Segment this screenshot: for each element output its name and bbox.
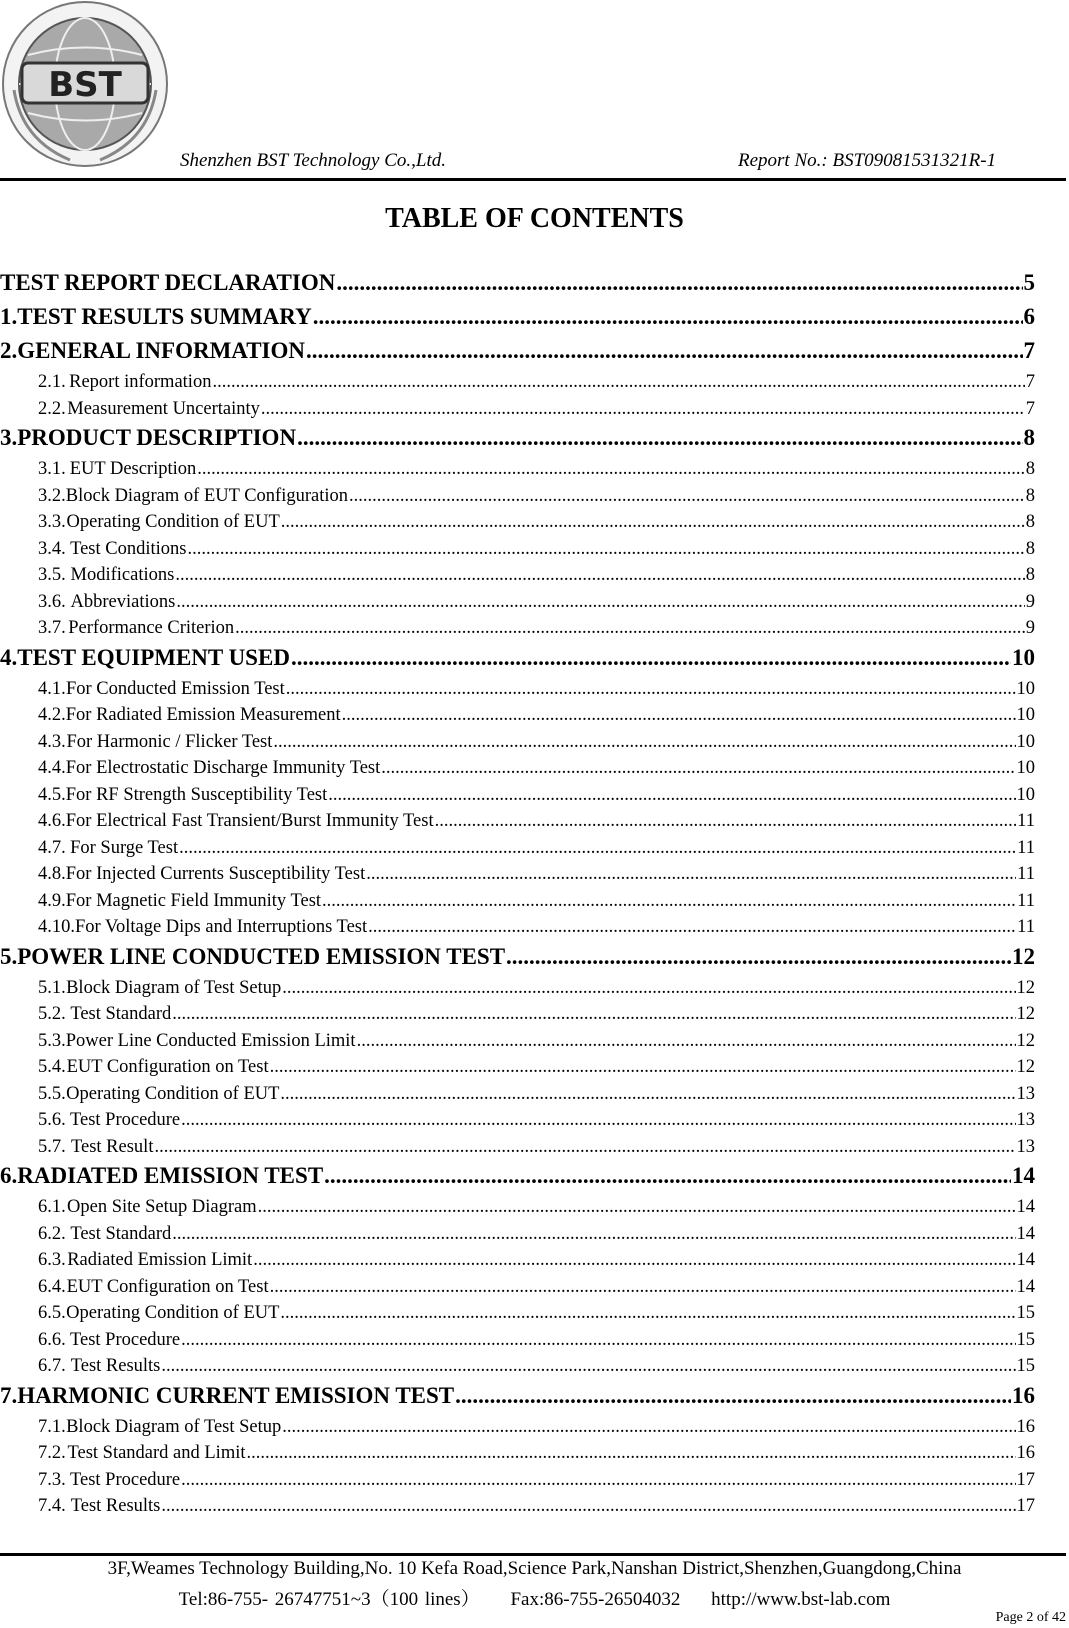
toc-leader	[435, 811, 1017, 832]
toc-text: For Harmonic / Flicker Test	[66, 731, 273, 752]
toc-leader	[280, 1084, 1015, 1105]
toc-leader	[172, 1224, 1015, 1245]
toc-text: For Electrical Fast Transient/Burst Immunity Test	[65, 811, 434, 831]
toc-entry[interactable]	[0, 917, 1035, 944]
toc-leader	[175, 565, 1024, 586]
toc-text: Test Procedure	[69, 1329, 181, 1350]
toc-text: Radiated Emission Limit	[67, 1250, 253, 1270]
toc-number: 4.1.	[38, 678, 66, 699]
toc-number: 2.2.	[38, 398, 66, 419]
toc-leader	[280, 1303, 1015, 1324]
toc-entry[interactable]	[0, 338, 1035, 372]
toc-text: POWER LINE CONDUCTED EMISSION TEST	[17, 943, 506, 969]
toc-number: 3.2.	[38, 485, 66, 506]
toc-entry[interactable]	[0, 399, 1035, 426]
toc-entry[interactable]	[0, 425, 1035, 459]
toc-number: 3.7.	[38, 618, 66, 638]
toc-text: Abbreviations	[70, 591, 176, 612]
toc-text: Test Conditions	[70, 538, 187, 559]
toc-leader	[247, 1443, 1016, 1464]
toc-leader	[282, 1417, 1015, 1438]
toc-text: Report information	[69, 372, 212, 392]
toc-page: 5	[1023, 270, 1035, 295]
toc-page: 14	[1016, 1250, 1035, 1270]
toc-page: 7	[1025, 398, 1035, 419]
toc-leader	[297, 425, 1022, 451]
toc-entry[interactable]	[0, 1031, 1035, 1058]
toc-page: 8	[1025, 485, 1035, 506]
toc-entry[interactable]	[0, 1417, 1035, 1444]
toc-number: 3.3.	[38, 512, 66, 532]
company-name: Shenzhen BST Technology Co.,Ltd.	[180, 150, 447, 171]
toc-page: 13	[1016, 1110, 1035, 1130]
toc-entry[interactable]	[0, 732, 1035, 759]
toc-entry[interactable]	[0, 705, 1035, 732]
toc-page: 16	[1012, 1382, 1035, 1408]
toc-leader	[322, 891, 1016, 912]
toc-page: 12	[1016, 977, 1035, 998]
toc-page: 10	[1016, 678, 1035, 699]
toc-number: 3.1.	[38, 459, 66, 479]
toc-page: 10	[1016, 731, 1035, 752]
toc-entry[interactable]	[0, 1057, 1035, 1084]
toc-page: 13	[1016, 1083, 1035, 1104]
toc-number: 7.2.	[38, 1443, 66, 1463]
toc-text: HARMONIC CURRENT EMISSION TEST	[17, 1382, 455, 1408]
toc-number: 1.	[0, 304, 18, 329]
toc-number: 5.6.	[38, 1110, 66, 1130]
toc-number: 6.3.	[38, 1250, 66, 1270]
toc-text: For Electrostatic Discharge Immunity Test	[65, 758, 381, 778]
toc-number: 7.1.	[38, 1416, 66, 1437]
toc-leader	[324, 1163, 1011, 1189]
toc-entry[interactable]	[0, 1356, 1035, 1383]
toc-page: 16	[1016, 1416, 1035, 1437]
toc-leader	[172, 1004, 1015, 1025]
toc-number: 5.3.	[38, 1030, 66, 1051]
toc-entry[interactable]	[0, 618, 1035, 645]
toc-text: For Conducted Emission Test	[65, 678, 285, 699]
toc-page: 15	[1016, 1356, 1035, 1376]
toc-page: 11	[1017, 837, 1035, 858]
toc-page: 11	[1017, 811, 1035, 831]
toc-entry[interactable]	[0, 645, 1035, 679]
toc-number: 4.5.	[38, 784, 66, 805]
toc-entry[interactable]	[0, 372, 1035, 399]
footer-tel: Tel:86-755- 26747751~3（100 lines）	[178, 1589, 480, 1610]
toc-number: 5.2.	[38, 1004, 66, 1024]
toc-entry[interactable]	[0, 512, 1035, 539]
toc-text: Open Site Setup Diagram	[67, 1197, 257, 1217]
toc-leader	[258, 1197, 1016, 1218]
toc-leader	[235, 618, 1025, 639]
toc-page: 12	[1016, 1030, 1035, 1051]
toc-leader	[181, 1330, 1015, 1351]
toc-entry[interactable]	[0, 891, 1035, 918]
toc-leader	[282, 978, 1015, 999]
toc-page: 10	[1016, 784, 1035, 805]
toc-page: 13	[1016, 1136, 1035, 1157]
toc-leader	[455, 1383, 1011, 1409]
toc-page: 9	[1025, 618, 1035, 638]
toc-text: TEST EQUIPMENT USED	[17, 644, 290, 670]
toc-leader	[270, 1057, 1016, 1078]
toc-entry[interactable]	[0, 565, 1035, 592]
footer-rule	[0, 1553, 1066, 1556]
toc-text: Operating Condition of EUT	[66, 1303, 280, 1323]
toc-entry[interactable]	[0, 304, 1035, 338]
toc-page: 17	[1016, 1496, 1035, 1516]
toc-page: 8	[1025, 459, 1035, 479]
toc-entry[interactable]	[0, 811, 1035, 838]
toc-page: 10	[1016, 705, 1035, 725]
toc-entry[interactable]	[0, 864, 1035, 891]
toc-text: Operating Condition of EUT	[66, 1083, 280, 1104]
toc-entry[interactable]	[0, 539, 1035, 566]
toc-number: 3.6.	[38, 591, 66, 612]
toc-page: 11	[1017, 864, 1035, 884]
toc-leader	[286, 679, 1016, 700]
toc-text: Modifications	[70, 565, 175, 585]
toc-page: 12	[1012, 943, 1035, 969]
toc-page: 11	[1017, 890, 1035, 911]
toc-page: 14	[1012, 1163, 1035, 1188]
toc-page: 16	[1016, 1443, 1035, 1463]
toc-text: TEST RESULTS SUMMARY	[17, 304, 312, 329]
toc-text: For Injected Currents Susceptibility Test	[65, 864, 366, 884]
toc-text: Test Procedure	[69, 1110, 181, 1130]
report-number: Report No.: BST09081531321R-1	[738, 150, 997, 171]
toc-leader	[306, 338, 1023, 364]
toc-number: 4.7.	[38, 837, 66, 858]
toc-number: 4.3.	[38, 731, 66, 752]
toc-leader	[181, 1470, 1015, 1491]
toc-entry[interactable]	[0, 1277, 1035, 1304]
toc-leader	[368, 917, 1016, 938]
toc-page: 14	[1016, 1197, 1035, 1217]
toc-text: Test Procedure	[69, 1469, 181, 1490]
toc-page: 14	[1016, 1223, 1035, 1244]
toc-text: EUT Description	[69, 459, 197, 479]
toc-leader	[349, 486, 1025, 507]
toc-leader	[154, 1137, 1015, 1158]
toc-number: 4.6.	[38, 811, 66, 831]
toc-entry[interactable]	[0, 592, 1035, 619]
toc-leader	[357, 1031, 1016, 1052]
toc-leader	[366, 864, 1016, 885]
toc-number: 5.4.	[38, 1057, 66, 1077]
toc-page: 10	[1016, 758, 1035, 778]
toc-text: EUT Configuration on Test	[66, 1276, 269, 1297]
toc-leader	[506, 944, 1011, 970]
toc-entry[interactable]	[0, 1197, 1035, 1224]
toc-entry[interactable]	[0, 838, 1035, 865]
toc-leader	[281, 512, 1025, 533]
toc-leader	[270, 1277, 1016, 1298]
toc-page: 15	[1016, 1329, 1035, 1350]
header-rule	[0, 178, 1066, 181]
page-number: Page 2 of 42	[995, 1610, 1066, 1625]
toc-number: 4.10.	[38, 917, 75, 937]
toc-text: Performance Criterion	[68, 618, 235, 638]
toc-text: Measurement Uncertainty	[67, 398, 260, 419]
toc-text: Test Standard	[70, 1004, 172, 1024]
toc-leader	[179, 838, 1016, 859]
toc-leader	[253, 1250, 1015, 1271]
toc-entry[interactable]	[0, 1084, 1035, 1111]
toc-text: Test Standard	[70, 1223, 172, 1244]
toc-number: 6.7.	[38, 1356, 66, 1376]
toc-number: 6.2.	[38, 1223, 66, 1244]
toc-text: GENERAL INFORMATION	[17, 338, 305, 363]
toc-number: 2.1.	[38, 372, 66, 392]
toc-entry[interactable]	[0, 1330, 1035, 1357]
toc-entry[interactable]	[0, 270, 1035, 304]
toc-number: 5.	[0, 943, 18, 969]
toc-text: Block Diagram of Test Setup	[66, 1416, 282, 1437]
toc-leader	[273, 732, 1015, 753]
toc-leader	[161, 1356, 1015, 1377]
toc-entry[interactable]	[0, 679, 1035, 706]
toc-leader	[212, 372, 1024, 393]
toc-leader	[342, 705, 1016, 726]
logo-text: BST	[48, 65, 122, 105]
toc-text: For Surge Test	[70, 837, 179, 858]
toc-entry[interactable]	[0, 944, 1035, 978]
footer-contact	[0, 1584, 1069, 1611]
toc-text: Block Diagram of EUT Configuration	[65, 485, 348, 506]
toc-entry[interactable]	[0, 978, 1035, 1005]
toc-page: 11	[1017, 917, 1035, 937]
toc-leader	[161, 1496, 1015, 1517]
toc-number: 4.8.	[38, 864, 66, 884]
toc-number: 4.4.	[38, 758, 66, 778]
toc-entry[interactable]	[0, 459, 1035, 486]
toc-page: 12	[1016, 1004, 1035, 1024]
toc-leader	[313, 304, 1023, 330]
toc-number: 6.1.	[38, 1197, 66, 1217]
toc-page: 15	[1016, 1303, 1035, 1323]
toc-page: 7	[1025, 372, 1035, 392]
bst-logo	[0, 0, 170, 170]
toc-entry[interactable]	[0, 1250, 1035, 1277]
toc-entry[interactable]	[0, 1470, 1035, 1497]
footer-fax: Fax:86-755-26504032	[510, 1589, 681, 1610]
toc-page: 10	[1012, 644, 1035, 670]
toc-page: 9	[1025, 591, 1035, 612]
toc-text: PRODUCT DESCRIPTION	[17, 425, 297, 450]
toc-text: Power Line Conducted Emission Limit	[65, 1030, 356, 1051]
toc-number: 5.5.	[38, 1083, 66, 1104]
toc-number: 7.	[0, 1382, 18, 1408]
toc-text: Test Standard and Limit	[67, 1443, 246, 1463]
toc-text: TEST REPORT DECLARATION	[0, 270, 336, 295]
toc-entry[interactable]	[0, 785, 1035, 812]
toc-entry[interactable]	[0, 1004, 1035, 1031]
toc-entry[interactable]	[0, 1224, 1035, 1251]
toc-text: For Magnetic Field Immunity Test	[65, 890, 322, 911]
toc-number: 2.	[0, 338, 18, 363]
toc-page: 6	[1023, 304, 1035, 329]
toc-number: 4.	[0, 644, 18, 670]
toc-entry[interactable]	[0, 1383, 1035, 1417]
toc-text: Test Results	[70, 1496, 161, 1516]
toc-entry[interactable]	[0, 1303, 1035, 1330]
page-title: TABLE OF CONTENTS	[385, 203, 684, 234]
toc-entry[interactable]	[0, 1496, 1035, 1523]
toc-page: 8	[1025, 512, 1035, 532]
toc-page: 14	[1016, 1276, 1035, 1297]
toc-entry[interactable]	[0, 1163, 1035, 1197]
toc-leader	[336, 270, 1022, 296]
toc-text: For Radiated Emission Measurement	[65, 705, 341, 725]
toc-leader	[291, 645, 1011, 671]
toc-leader	[181, 1110, 1015, 1131]
toc-text: Block Diagram of Test Setup	[66, 977, 282, 998]
toc-text: RADIATED EMISSION TEST	[17, 1163, 324, 1188]
toc-number: 7.3.	[38, 1469, 66, 1490]
toc-number: 3.	[0, 425, 18, 450]
toc-entry[interactable]	[0, 1110, 1035, 1137]
toc-page: 7	[1023, 338, 1035, 363]
toc-number: 6.4.	[38, 1276, 66, 1297]
toc-text: EUT Configuration on Test	[66, 1057, 269, 1077]
toc-leader	[197, 459, 1024, 480]
toc-text: For Voltage Dips and Interruptions Test	[75, 917, 368, 937]
footer-address: 3F,Weames Technology Building,No. 10 Kefa Road,Science Park,Nanshan District,Shenzhen,Guangdong,China	[107, 1558, 962, 1579]
toc-number: 6.5.	[38, 1303, 66, 1323]
toc-entry[interactable]	[0, 758, 1035, 785]
toc-leader	[381, 758, 1015, 779]
toc-entry[interactable]	[0, 486, 1035, 513]
toc-entry[interactable]	[0, 1443, 1035, 1470]
toc-leader	[187, 539, 1024, 560]
table-of-contents	[0, 270, 1035, 1523]
toc-number: 4.2.	[38, 705, 66, 725]
toc-entry[interactable]	[0, 1137, 1035, 1164]
toc-number: 5.1.	[38, 977, 66, 998]
toc-number: 4.9.	[38, 890, 66, 911]
toc-leader	[261, 399, 1025, 420]
toc-leader	[328, 785, 1015, 806]
toc-page: 8	[1025, 565, 1035, 585]
toc-number: 3.4.	[38, 538, 66, 559]
footer-web[interactable]: http://www.bst-lab.com	[711, 1589, 891, 1610]
toc-page: 8	[1023, 425, 1035, 450]
toc-number: 3.5.	[38, 565, 66, 585]
toc-page: 17	[1016, 1469, 1035, 1490]
toc-number: 5.7.	[38, 1136, 66, 1157]
toc-leader	[176, 592, 1024, 613]
toc-page: 12	[1016, 1057, 1035, 1077]
toc-text: Test Result	[71, 1136, 154, 1157]
toc-text: Operating Condition of EUT	[66, 512, 280, 532]
toc-page: 8	[1025, 538, 1035, 559]
toc-text: Test Results	[70, 1356, 161, 1376]
toc-text: For RF Strength Susceptibility Test	[65, 784, 328, 805]
toc-number: 6.	[0, 1163, 18, 1188]
toc-number: 7.4.	[38, 1496, 66, 1516]
toc-number: 6.6.	[38, 1329, 66, 1350]
